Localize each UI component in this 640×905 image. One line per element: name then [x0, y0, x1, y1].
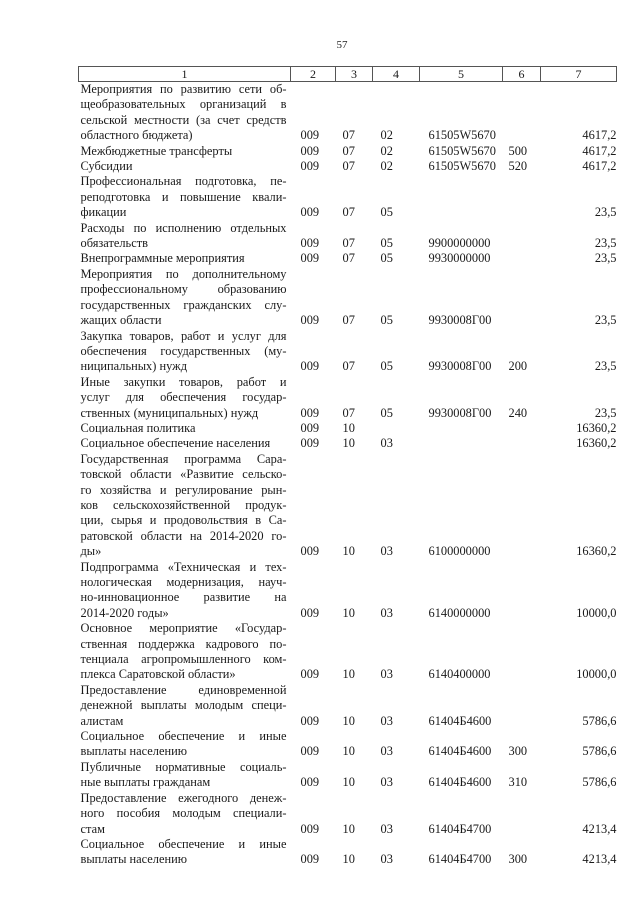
row-amount: 5786,6 — [582, 744, 617, 759]
table-row — [79, 375, 617, 421]
row-expense-type-code: 520 — [508, 159, 528, 174]
row-amount: 23,5 — [594, 313, 617, 328]
row-section-code: 10 — [342, 713, 355, 728]
row-expense-type-code: 300 — [508, 852, 528, 867]
row-ministry-code: 009 — [300, 236, 320, 251]
row-expense-type-code: 310 — [508, 775, 528, 790]
row-amount: 4213,4 — [582, 821, 617, 836]
header-col-4: 4 — [373, 67, 420, 82]
row-subsection-code: 02 — [380, 143, 393, 158]
row-subsection-code: 02 — [380, 128, 393, 143]
row-ministry-code: 009 — [300, 205, 320, 220]
row-subsection-code: 03 — [380, 605, 393, 620]
row-section-code: 10 — [342, 852, 355, 867]
row-name — [79, 436, 291, 451]
row-amount: 5786,6 — [582, 775, 617, 790]
row-ministry-code: 009 — [300, 544, 320, 559]
row-subsection-code: 03 — [380, 713, 393, 728]
row-amount: 16360,2 — [576, 544, 617, 559]
row-target-article-code: 9930008Г00 — [428, 313, 492, 328]
row-name-line: Профессиональная подготовка, пе- — [80, 174, 287, 189]
row-name-line: Социальное обеспечение населения — [80, 436, 271, 451]
row-name-line: областного бюджета) — [80, 128, 193, 143]
row-amount: 23,5 — [594, 205, 617, 220]
row-name-line: Межбюджетные трансферты — [80, 143, 233, 158]
row-name-line: ные выплаты гражданам — [80, 775, 211, 790]
row-subsection-code: 03 — [380, 775, 393, 790]
row-target-article-code: 61404Б4600 — [428, 775, 492, 790]
row-name-line: Подпрограмма «Техническая и тех- — [80, 559, 287, 574]
row-expense-type-code — [503, 436, 541, 451]
row-expense-type-code — [503, 82, 541, 144]
row-ministry-code: 009 — [300, 713, 320, 728]
row-expense-type-code — [503, 174, 541, 220]
row-name-line: денежной выплаты молодым специ- — [80, 698, 287, 713]
budget-table — [78, 66, 617, 868]
row-name-line: Мероприятия по развитию сети об- — [80, 82, 287, 96]
row-name-line: ции, сырья и продовольствия в Са- — [80, 513, 287, 528]
row-name-line: Расходы по исполнению отдельных — [80, 220, 287, 235]
row-ministry-code: 009 — [300, 667, 320, 682]
row-target-article-code: 61505W5670 — [428, 128, 496, 143]
row-amount: 4617,2 — [582, 128, 617, 143]
row-name-line: государственных гражданских слу- — [80, 297, 287, 312]
row-amount: 4617,2 — [582, 159, 617, 174]
row-name-line: Основное мероприятие «Государ- — [80, 621, 287, 636]
row-amount: 16360,2 — [576, 420, 617, 435]
header-col-1: 1 — [79, 67, 291, 82]
row-name-line: ды» — [80, 544, 102, 559]
row-name — [79, 375, 291, 421]
row-ministry-code: 009 — [300, 605, 320, 620]
row-name-line: тенциала агропромышленного ком- — [80, 652, 287, 667]
header-col-5: 5 — [420, 67, 503, 82]
table-row — [79, 82, 617, 144]
row-name-line: ратовской области на 2014-2020 го- — [80, 528, 287, 543]
row-name-line: плекса Саратовской области» — [80, 667, 236, 682]
row-ministry-code: 009 — [300, 159, 320, 174]
row-expense-type-code — [503, 267, 541, 329]
row-section-code: 07 — [342, 159, 355, 174]
row-name-line: ков сельскохозяйственной продук- — [80, 497, 287, 512]
row-subsection-code: 02 — [380, 159, 393, 174]
row-name — [79, 760, 291, 791]
row-section-code: 07 — [342, 405, 355, 420]
row-amount: 23,5 — [594, 236, 617, 251]
row-name-line: выплаты населению — [80, 744, 187, 759]
row-name-line: ного пособия молодым специали- — [80, 806, 287, 821]
row-expense-type-code — [503, 560, 541, 622]
table-row — [79, 159, 617, 174]
table-row — [79, 329, 617, 375]
table-row — [79, 436, 617, 451]
row-subsection-code: 05 — [380, 205, 393, 220]
row-ministry-code: 009 — [300, 128, 320, 143]
row-section-code: 10 — [342, 744, 355, 759]
row-section-code: 07 — [342, 359, 355, 374]
row-name-line: услуг для обеспечения государ- — [80, 390, 287, 405]
row-name-line: Публичные нормативные социаль- — [80, 759, 287, 774]
row-name-line: ниципальных) нужд — [80, 359, 188, 374]
row-expense-type-code — [503, 221, 541, 252]
row-section-code: 10 — [342, 667, 355, 682]
row-name-line: Социальная политика — [80, 420, 196, 435]
row-ministry-code: 009 — [300, 359, 320, 374]
row-target-article-code: 61505W5670 — [428, 143, 496, 158]
row-target-article-code — [420, 436, 503, 451]
row-amount: 16360,2 — [576, 436, 617, 451]
table-row — [79, 837, 617, 868]
row-name — [79, 144, 291, 159]
row-amount: 5786,6 — [582, 713, 617, 728]
row-expense-type-code — [503, 421, 541, 436]
row-amount: 23,5 — [594, 251, 617, 266]
row-target-article-code — [420, 421, 503, 436]
row-ministry-code: 009 — [300, 852, 320, 867]
row-target-article-code: 9930008Г00 — [428, 405, 492, 420]
row-section-code: 10 — [342, 436, 355, 451]
row-name — [79, 82, 291, 144]
row-subsection-code: 05 — [380, 405, 393, 420]
header-col-6: 6 — [503, 67, 541, 82]
table-row — [79, 621, 617, 683]
row-name — [79, 221, 291, 252]
row-expense-type-code: 240 — [508, 405, 528, 420]
row-expense-type-code: 200 — [508, 359, 528, 374]
row-name — [79, 452, 291, 560]
row-amount: 23,5 — [594, 405, 617, 420]
row-name-line: Внепрограммные мероприятия — [80, 251, 245, 266]
row-name-line: щеобразовательных организаций в — [80, 97, 287, 112]
row-name-line: Предоставление единовременной — [80, 682, 287, 697]
header-col-2: 2 — [291, 67, 336, 82]
table-row — [79, 452, 617, 560]
table-row — [79, 791, 617, 837]
row-subsection-code: 05 — [380, 251, 393, 266]
table-row — [79, 221, 617, 252]
row-target-article-code: 9930008Г00 — [428, 359, 492, 374]
row-name — [79, 267, 291, 329]
row-ministry-code: 009 — [300, 143, 320, 158]
row-target-article-code: 6140400000 — [428, 667, 491, 682]
row-name-line: обязательств — [80, 236, 148, 251]
row-expense-type-code — [503, 683, 541, 729]
row-subsection-code: 05 — [380, 236, 393, 251]
row-name-line: выплаты населению — [80, 852, 187, 867]
page-number: 57 — [336, 39, 348, 51]
row-name — [79, 329, 291, 375]
row-subsection-code: 05 — [380, 313, 393, 328]
header-col-3: 3 — [336, 67, 373, 82]
row-expense-type-code — [503, 251, 541, 266]
row-name-line: сельской местности (за счет средств — [80, 112, 287, 127]
row-section-code: 07 — [342, 143, 355, 158]
row-name-line: Мероприятия по дополнительному — [80, 266, 287, 281]
row-expense-type-code — [503, 621, 541, 683]
row-ministry-code: 009 — [300, 821, 320, 836]
row-section-code: 10 — [342, 821, 355, 836]
row-name-line: Иные закупки товаров, работ и — [80, 374, 287, 389]
row-ministry-code: 009 — [300, 405, 320, 420]
table-row — [79, 421, 617, 436]
table-row — [79, 683, 617, 729]
row-target-article-code: 61404Б4700 — [428, 821, 492, 836]
row-name-line: профессиональному образованию — [80, 282, 287, 297]
row-name — [79, 837, 291, 868]
row-target-article-code: 61404Б4600 — [428, 744, 492, 759]
row-amount: 4213,4 — [582, 852, 617, 867]
row-name-line: обеспечения государственных (му- — [80, 343, 287, 358]
row-name — [79, 251, 291, 266]
row-name — [79, 159, 291, 174]
row-ministry-code: 009 — [300, 420, 320, 435]
row-subsection-code: 03 — [380, 436, 393, 451]
row-amount: 10000,0 — [576, 667, 617, 682]
row-section-code: 10 — [342, 775, 355, 790]
row-ministry-code: 009 — [300, 436, 320, 451]
row-expense-type-code: 300 — [508, 744, 528, 759]
row-amount: 4617,2 — [582, 143, 617, 158]
row-name-line: нологическая модернизация, науч- — [80, 575, 287, 589]
row-expense-type-code: 500 — [508, 143, 528, 158]
row-name-line: Государственная программа Сара- — [80, 451, 287, 466]
row-target-article-code: 9900000000 — [428, 236, 491, 251]
row-name-line: го хозяйства и регулирование рын- — [80, 482, 287, 497]
table-header-row — [79, 67, 617, 82]
table-row — [79, 251, 617, 266]
row-name-line: Субсидии — [80, 159, 133, 174]
row-name — [79, 421, 291, 436]
row-section-code: 10 — [342, 544, 355, 559]
row-section-code: 07 — [342, 236, 355, 251]
row-name-line: реподготовка и повышение квали- — [80, 189, 287, 204]
row-name-line: Закупка товаров, работ и услуг для — [80, 328, 287, 343]
row-subsection-code — [373, 421, 420, 436]
row-subsection-code: 03 — [380, 667, 393, 682]
table-row — [79, 560, 617, 622]
row-name — [79, 729, 291, 760]
row-ministry-code: 009 — [300, 744, 320, 759]
row-target-article-code: 9930000000 — [428, 251, 491, 266]
row-name-line: 2014-2020 годы» — [80, 605, 169, 620]
row-target-article-code: 61404Б4700 — [428, 852, 492, 867]
row-section-code: 10 — [342, 605, 355, 620]
row-name — [79, 791, 291, 837]
row-name-line: но-инновационное развитие на — [80, 590, 287, 605]
table-row — [79, 144, 617, 159]
row-subsection-code: 05 — [380, 359, 393, 374]
row-target-article-code — [420, 174, 503, 220]
row-ministry-code: 009 — [300, 251, 320, 266]
row-amount: 10000,0 — [576, 605, 617, 620]
row-name-line: фикации — [80, 205, 127, 220]
row-section-code: 07 — [342, 251, 355, 266]
row-target-article-code: 61505W5670 — [428, 159, 496, 174]
header-col-7: 7 — [541, 67, 617, 82]
row-amount: 23,5 — [594, 359, 617, 374]
row-subsection-code: 03 — [380, 821, 393, 836]
row-section-code: 07 — [342, 128, 355, 143]
row-subsection-code: 03 — [380, 744, 393, 759]
row-target-article-code: 61404Б4600 — [428, 713, 492, 728]
row-section-code: 07 — [342, 313, 355, 328]
row-name — [79, 560, 291, 622]
row-name — [79, 683, 291, 729]
table-body — [79, 82, 617, 868]
table-row — [79, 174, 617, 220]
row-name — [79, 174, 291, 220]
row-name — [79, 621, 291, 683]
row-subsection-code: 03 — [380, 544, 393, 559]
row-name-line: жащих области — [80, 313, 162, 328]
row-ministry-code: 009 — [300, 313, 320, 328]
row-name-line: товской области «Развитие сельско- — [80, 467, 287, 482]
row-name-line: Социальное обеспечение и иные — [80, 729, 287, 744]
row-section-code: 10 — [342, 420, 355, 435]
row-ministry-code: 009 — [300, 775, 320, 790]
row-name-line: Предоставление ежегодного денеж- — [80, 790, 287, 805]
row-section-code: 07 — [342, 205, 355, 220]
row-target-article-code: 6140000000 — [428, 605, 491, 620]
row-name-line: ственных (муниципальных) нужд — [80, 405, 259, 420]
row-name-line: алистам — [80, 713, 124, 728]
row-name-line: ственная поддержка кадрового по- — [80, 636, 287, 651]
row-name-line: Социальное обеспечение и иные — [80, 836, 287, 851]
row-expense-type-code — [503, 452, 541, 560]
row-expense-type-code — [503, 791, 541, 837]
table-row — [79, 267, 617, 329]
row-name-line: стам — [80, 821, 105, 836]
row-target-article-code: 6100000000 — [428, 544, 491, 559]
row-subsection-code: 03 — [380, 852, 393, 867]
table-row — [79, 729, 617, 760]
table-row — [79, 760, 617, 791]
